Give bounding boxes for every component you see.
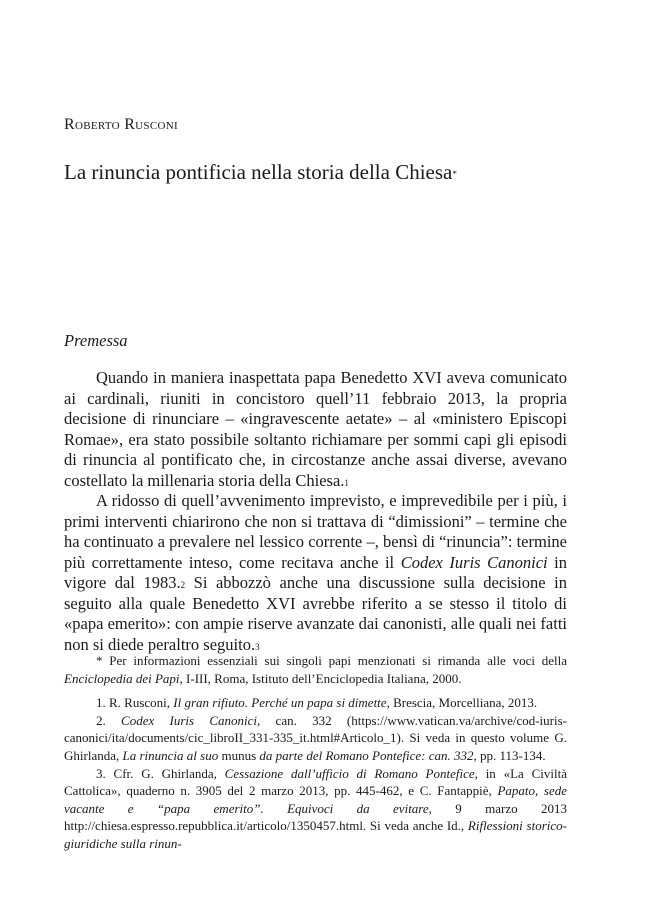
body-text xyxy=(64,368,567,655)
footnotes xyxy=(64,652,567,853)
footnote-2-text-b: , can. 332 (https://www.vatican.va/archive/cod-iuris-canonici/ita/documents/cic_libroII_331-335_it.html#Articolo_1). Si veda in questo volume G. Ghirlanda, xyxy=(64,712,567,763)
footnote-ref-2: 2 xyxy=(180,580,186,590)
footnote-2-munus: munus xyxy=(218,747,260,763)
footnote-1-title: Il gran rifiuto. Perché un papa si dimette xyxy=(173,695,387,711)
chapter-title-text: La rinuncia pontificia nella storia della Chiesa xyxy=(64,160,453,184)
paragraph-2-text-b: in vigore dal 1983. xyxy=(64,552,567,592)
section-heading: Premessa xyxy=(64,331,128,350)
footnote-star-text-b: , I-III, Roma, Istituto dell’Enciclopedia Italiana, 2000. xyxy=(179,670,462,686)
footnote-2-text-c: , pp. 113-134. xyxy=(473,747,546,763)
footnote-star xyxy=(64,652,567,687)
footnote-star-title: Enciclopedia dei Papi xyxy=(64,670,180,686)
footnote-3-text-b: , in «La Civiltà Cattolica», quaderno n. 3905 del 2 marzo 2013, pp. 445-462, e C. Fantappiè, xyxy=(64,765,567,799)
footnote-2-title-1: La rinuncia al suo xyxy=(122,747,219,763)
footnote-3-title-2: Papato, sede vacante e “papa emerito”. Equivoci da evitare xyxy=(64,783,567,816)
footnote-2-codex: Codex Iuris Canonici xyxy=(121,712,258,728)
footnote-3-title-3: Riflessioni storico-giuridiche sulla rinun- xyxy=(64,818,567,851)
footnote-ref-1: 1 xyxy=(344,477,349,488)
paragraph-2 xyxy=(64,491,567,655)
footnote-star-text-a: * Per informazioni essenziali sui singoli papi menzionati si rimanda alle voci della xyxy=(96,653,567,668)
paragraph-1 xyxy=(64,368,567,491)
footnote-3 xyxy=(64,765,567,853)
footnote-3-text-a: 3. Cfr. G. Ghirlanda, xyxy=(96,765,225,781)
footnote-3-title-1: Cessazione dall’ufficio di Romano Pontefice xyxy=(224,765,475,781)
title-note-mark: * xyxy=(452,169,457,179)
chapter-title xyxy=(64,158,457,186)
footnote-3-text-c: , 9 marzo 2013 http://chiesa.espresso.repubblica.it/articolo/1350457.html. Si veda anche Id., xyxy=(64,800,567,834)
author-name: Roberto Rusconi xyxy=(64,116,178,133)
paragraph-1-text: Quando in maniera inaspettata papa Benedetto XVI aveva comunicato ai cardinali, riuniti in concistoro quell’11 febbraio 2013, la propria decisione di rinunciare – «ingravescente aetate» – al «ministero Episcopi Romae», era stato possibile soltanto richiamare per sommi capi gli episodi di rinuncia al pontificato che, in circostanze anche assai diverse, avevano costellato la millenaria storia della Chiesa. xyxy=(64,368,567,490)
paragraph-2-text-a: A ridosso di quell’avvenimento imprevisto, e imprevedibile per i più, i primi interventi chiarirono che non si trattava di “dimissioni” – termine che ha continuato a prevalere nel lessico corrente –, bensì di “rinuncia”: termine più correttamente inteso, come recitava anche il xyxy=(64,491,567,572)
footnote-2-title-2: da parte del Romano Pontefice: can. 332 xyxy=(259,747,474,763)
footnote-1-text-a: 1. R. Rusconi, xyxy=(96,695,174,711)
footnote-1-text-b: , Brescia, Morcelliana, 2013. xyxy=(386,695,538,711)
codex-title: Codex Iuris Canonici xyxy=(400,552,548,572)
footnote-2 xyxy=(64,712,567,765)
footnote-2-text-a: 2. xyxy=(96,712,122,728)
footnote-1 xyxy=(64,694,567,712)
footnote-ref-3: 3 xyxy=(255,641,260,652)
paragraph-2-text-c: Si abbozzò anche una discussione sulla decisione in seguito alla quale Benedetto XVI avrebbe riferito a se stesso il titolo di «papa emerito»: con ampie riserve avanzate dai canonisti, alle quali nei fatti non si diede peraltro seguito. xyxy=(64,573,568,654)
